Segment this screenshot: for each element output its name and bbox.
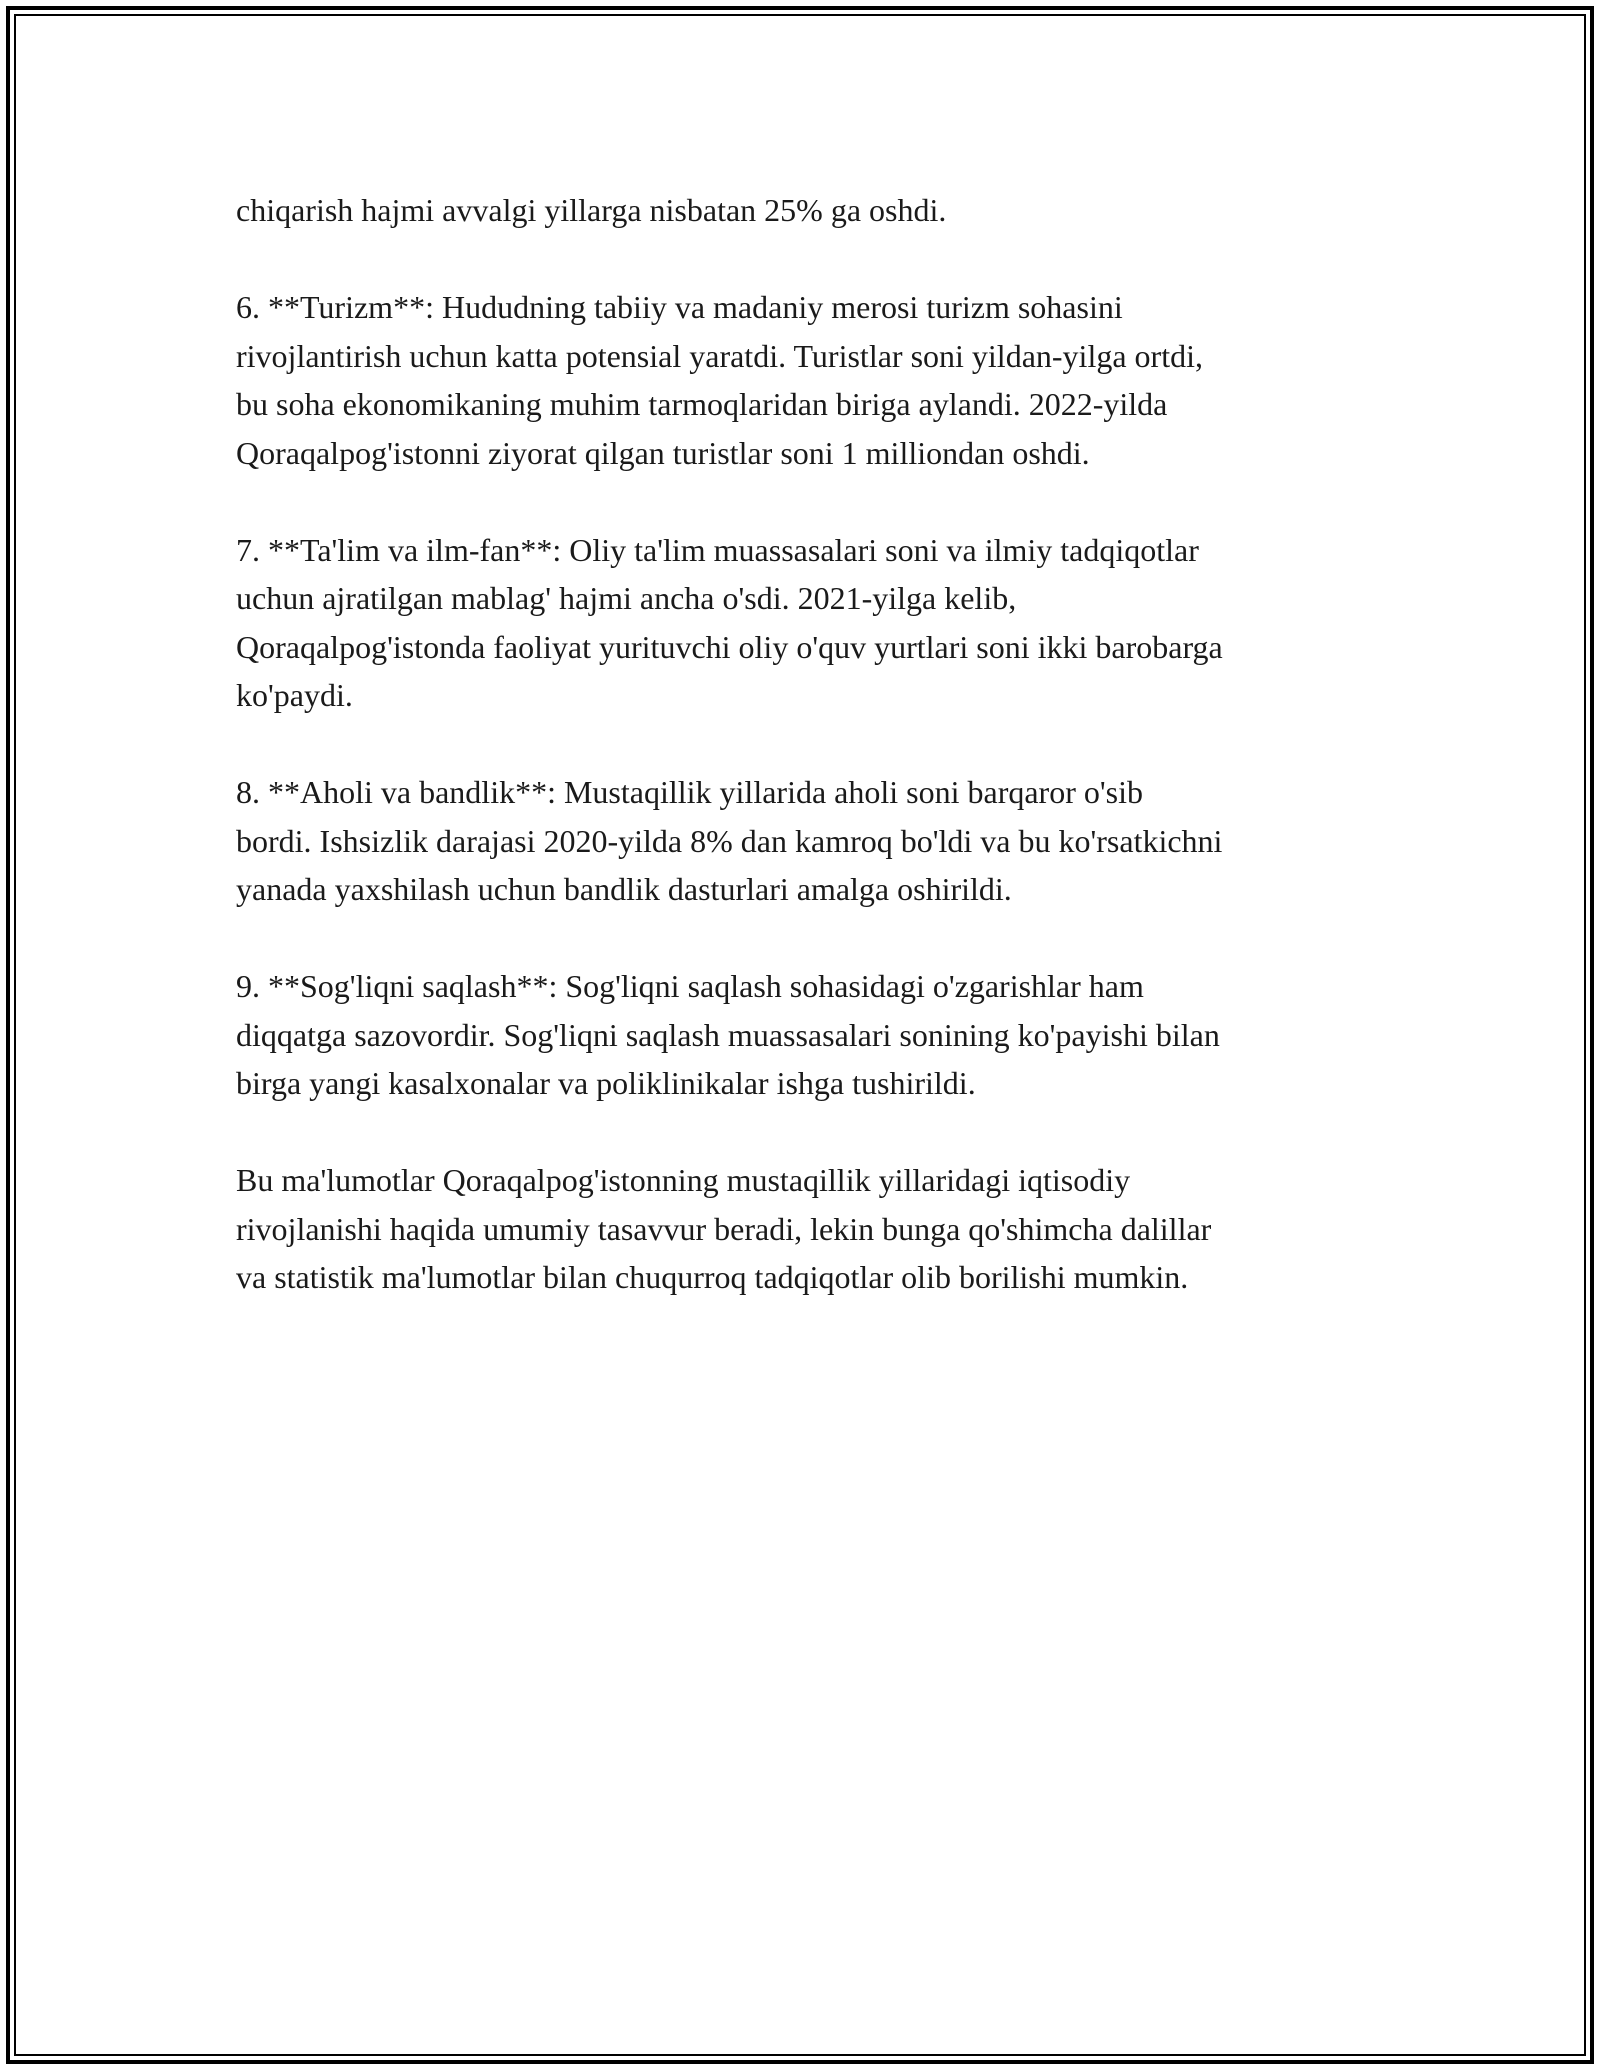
paragraph-continuation: chiqarish hajmi avvalgi yillarga nisbatan 25% ga oshdi. bbox=[236, 192, 947, 228]
paragraph-aholi-va-bandlik: 8. **Aholi va bandlik**: Mustaqillik yillarida aholi soni barqaror o'sib bordi. Ishsizlik darajasi 2020-yilda 8% dan kamroq bo'ldi va bu ko'rsatkichni yanada yaxshilash uchun bandlik dasturlari amalga oshirildi. bbox=[236, 774, 1223, 907]
document-body bbox=[236, 186, 1386, 1350]
paragraph-talim-va-ilm-fan: 7. **Ta'lim va ilm-fan**: Oliy ta'lim muassasalari soni va ilmiy tadqiqotlar uchun ajratilgan mablag' hajmi ancha o'sdi. 2021-yilga kelib, Qoraqalpog'istonda faoliyat yurituvchi oliy o'quv yurtlari soni ikki barobarga ko'paydi. bbox=[236, 531, 1223, 713]
paragraph-turizm: 6. **Turizm**: Hududning tabiiy va madaniy merosi turizm sohasini rivojlantirish uchun katta potensial yaratdi. Turistlar soni yildan-yilga ortdi, bu soha ekonomikaning muhim tarmoqlaridan biriga aylandi. 2022-yilda Qoraqalpog'istonni ziyorat qilgan turistlar soni 1 milliondan oshdi. bbox=[236, 289, 1203, 471]
paragraph-sogliqni-saqlash: 9. **Sog'liqni saqlash**: Sog'liqni saqlash sohasidagi o'zgarishlar ham diqqatga sazovordir. Sog'liqni saqlash muassasalari sonining ko'payishi bilan birga yangi kasalxonalar va poliklinikalar ishga tushirildi. bbox=[236, 968, 1220, 1101]
paragraph-conclusion: Bu ma'lumotlar Qoraqalpog'istonning mustaqillik yillaridagi iqtisodiy rivojlanishi haqida umumiy tasavvur beradi, lekin bunga qo'shimcha dalillar va statistik ma'lumotlar bilan chuqurroq tadqiqotlar olib borilishi mumkin. bbox=[236, 1162, 1212, 1295]
